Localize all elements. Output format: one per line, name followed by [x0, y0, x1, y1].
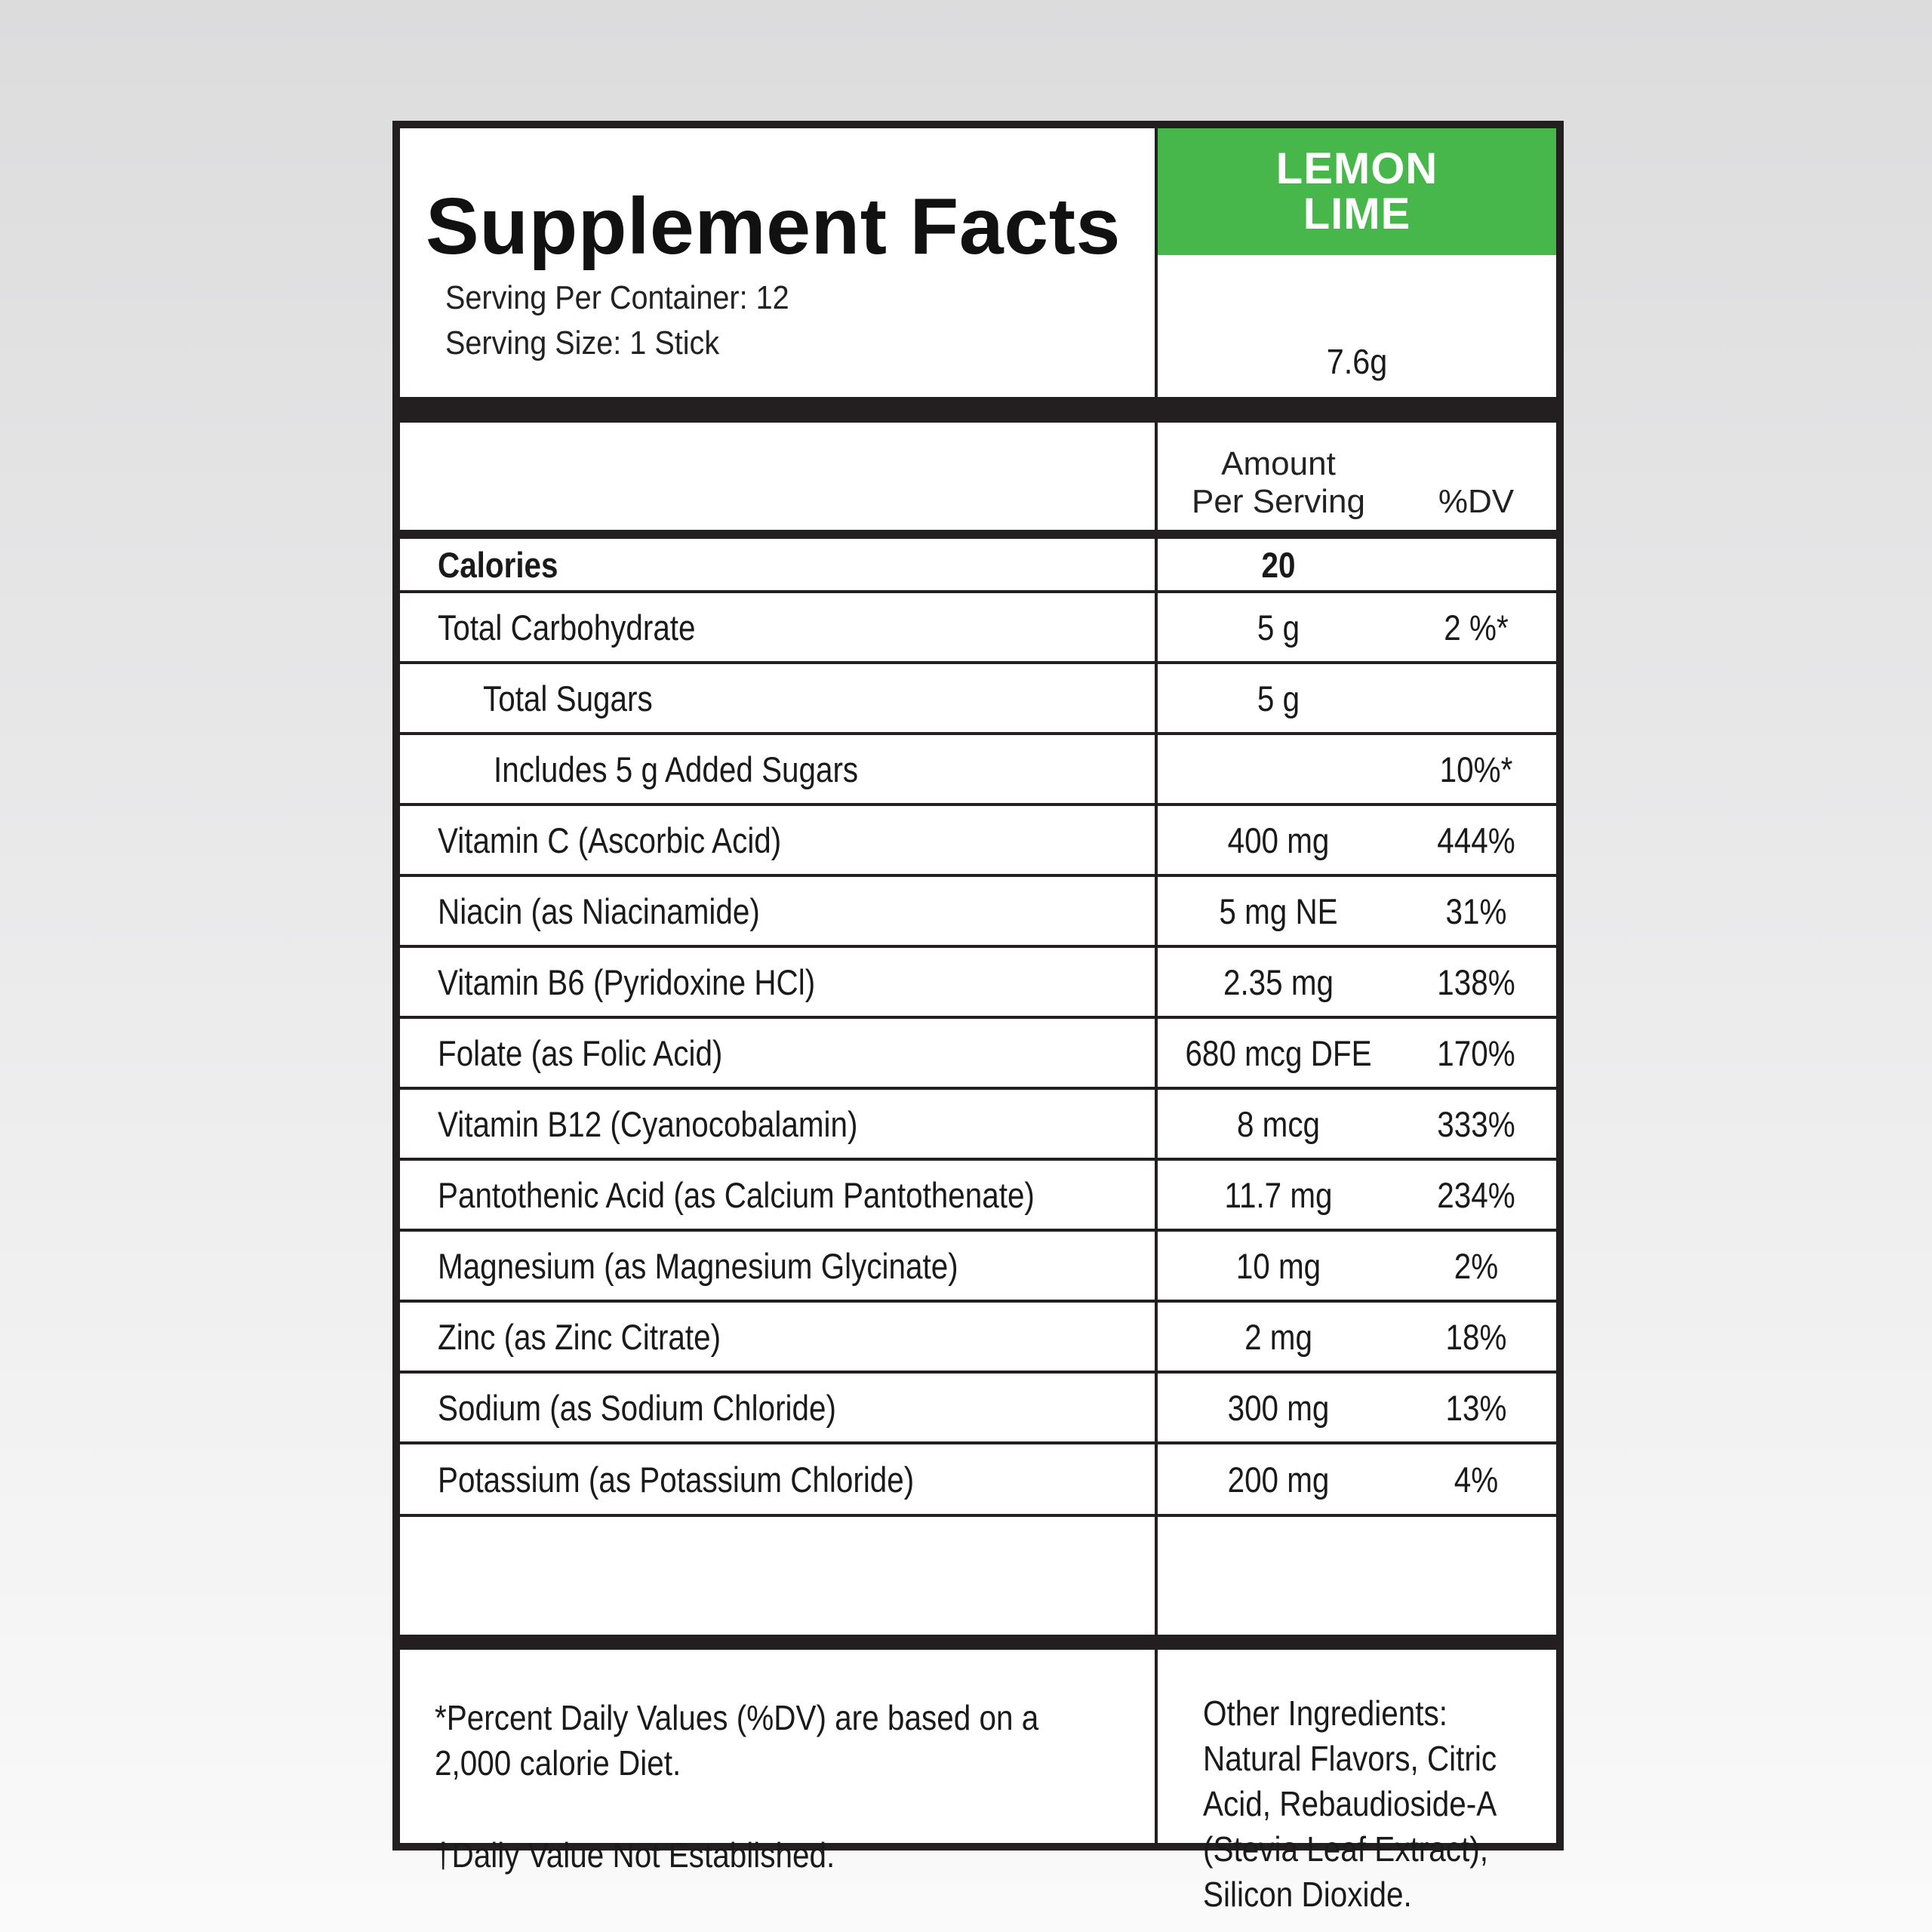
- nutrient-dv: [1407, 539, 1545, 590]
- nutrient-amount: 8 mcg: [1236, 1103, 1321, 1144]
- nutrient-name: Folate (as Folic Acid): [438, 1032, 723, 1073]
- flavor-line-1: LEMON: [1275, 144, 1438, 193]
- nutrient-dv: 18%: [1445, 1316, 1507, 1357]
- rows-top-rule: [400, 530, 1556, 539]
- flavor-badge: [1158, 128, 1556, 255]
- nutrient-dv: 333%: [1437, 1103, 1515, 1144]
- other-ingredients: Other Ingredients: Natural Flavors, Citric Acid, Rebaudioside-A (Stevia Leaf Extract), Silicon Dioxide.: [1203, 1694, 1497, 1914]
- nutrient-amount: 2.35 mg: [1223, 961, 1334, 1002]
- table-row: [400, 1517, 1556, 1585]
- table-row: [400, 948, 1556, 1016]
- nutrient-amount: 5 mg NE: [1219, 891, 1338, 931]
- nutrient-dv: 234%: [1437, 1174, 1515, 1215]
- nutrient-amount: [1174, 735, 1382, 803]
- nutrient-dv: [1407, 1517, 1545, 1585]
- nutrient-dv: 138%: [1437, 961, 1515, 1002]
- flavor-line-2: LIME: [1303, 189, 1411, 238]
- nutrient-dv: [1407, 664, 1545, 732]
- nutrient-dv: 10%*: [1439, 749, 1513, 789]
- nutrient-amount: 400 mg: [1227, 820, 1330, 860]
- table-row: [400, 1019, 1556, 1087]
- nutrient-amount: 200 mg: [1227, 1459, 1330, 1500]
- nutrient-amount: 5 g: [1257, 678, 1300, 718]
- not-established-note: †Daily Value Not Established.: [435, 1835, 835, 1875]
- dv-column-heading: %DV: [1438, 483, 1515, 520]
- nutrient-dv: 2%: [1454, 1245, 1499, 1286]
- nutrient-dv: 2 %*: [1444, 607, 1509, 648]
- nutrient-name: Total Sugars: [483, 678, 653, 718]
- table-row: [400, 1374, 1556, 1441]
- page-title: Supplement Facts: [426, 182, 1121, 271]
- table-row: [400, 1090, 1556, 1158]
- supplement-facts-panel: [392, 121, 1564, 1914]
- nutrient-dv: 13%: [1445, 1387, 1507, 1428]
- table-row: [400, 664, 1556, 732]
- daily-values-note: *Percent Daily Values (%DV) are based on a 2,000 calorie Diet.: [435, 1698, 1039, 1783]
- nutrient-dv: 170%: [1437, 1032, 1515, 1073]
- nutrient-name: Zinc (as Zinc Citrate): [438, 1316, 721, 1357]
- footer-divider-bar: [400, 1635, 1556, 1650]
- nutrient-name: Niacin (as Niacinamide): [438, 891, 760, 931]
- nutrient-amount: 20: [1261, 544, 1296, 585]
- serving-weight: 7.6g: [1326, 342, 1388, 381]
- nutrient-name: Vitamin B12 (Cyanocobalamin): [438, 1103, 858, 1144]
- nutrient-name: Calories: [438, 544, 558, 585]
- nutrient-name: Vitamin B6 (Pyridoxine HCl): [438, 961, 816, 1002]
- table-row: [400, 1232, 1556, 1300]
- nutrient-name: Magnesium (as Magnesium Glycinate): [438, 1245, 958, 1286]
- nutrient-amount: 680 mcg DFE: [1185, 1032, 1372, 1073]
- nutrient-amount: 5 g: [1257, 607, 1300, 648]
- nutrient-name: Pantothenic Acid (as Calcium Pantothenate): [438, 1174, 1035, 1215]
- serving-size: Serving Size: 1 Stick: [445, 325, 720, 361]
- header-divider-bar: [400, 397, 1556, 423]
- table-row: [400, 1444, 1556, 1514]
- nutrient-dv: 31%: [1445, 891, 1507, 931]
- serving-per-container: Serving Per Container: 12: [445, 279, 789, 316]
- table-row: [400, 735, 1556, 803]
- table-row: [400, 1161, 1556, 1229]
- nutrient-amount: 300 mg: [1227, 1387, 1330, 1428]
- amount-column-heading: [1158, 445, 1399, 521]
- nutrient-amount: [1174, 1517, 1382, 1585]
- nutrient-amount: 2 mg: [1244, 1316, 1312, 1357]
- nutrient-name: Sodium (as Sodium Chloride): [438, 1387, 836, 1428]
- nutrient-amount: 10 mg: [1235, 1245, 1321, 1286]
- nutrient-name: Includes 5 g Added Sugars: [494, 749, 859, 789]
- table-row-calories: [400, 539, 1556, 590]
- table-row: [400, 806, 1556, 874]
- nutrient-name: Potassium (as Potassium Chloride): [438, 1459, 915, 1500]
- amount-heading-line-1: Amount: [1221, 445, 1336, 482]
- nutrient-name: Vitamin C (Ascorbic Acid): [438, 820, 782, 860]
- nutrient-name: Total Carbohydrate: [438, 607, 696, 648]
- nutrient-amount: 11.7 mg: [1224, 1174, 1333, 1215]
- amount-heading-line-2: Per Serving: [1192, 483, 1365, 520]
- nutrient-dv: 444%: [1437, 820, 1515, 860]
- nutrient-dv: 4%: [1454, 1459, 1499, 1500]
- table-row: [400, 877, 1556, 945]
- table-row: [400, 1303, 1556, 1371]
- table-row: [400, 593, 1556, 661]
